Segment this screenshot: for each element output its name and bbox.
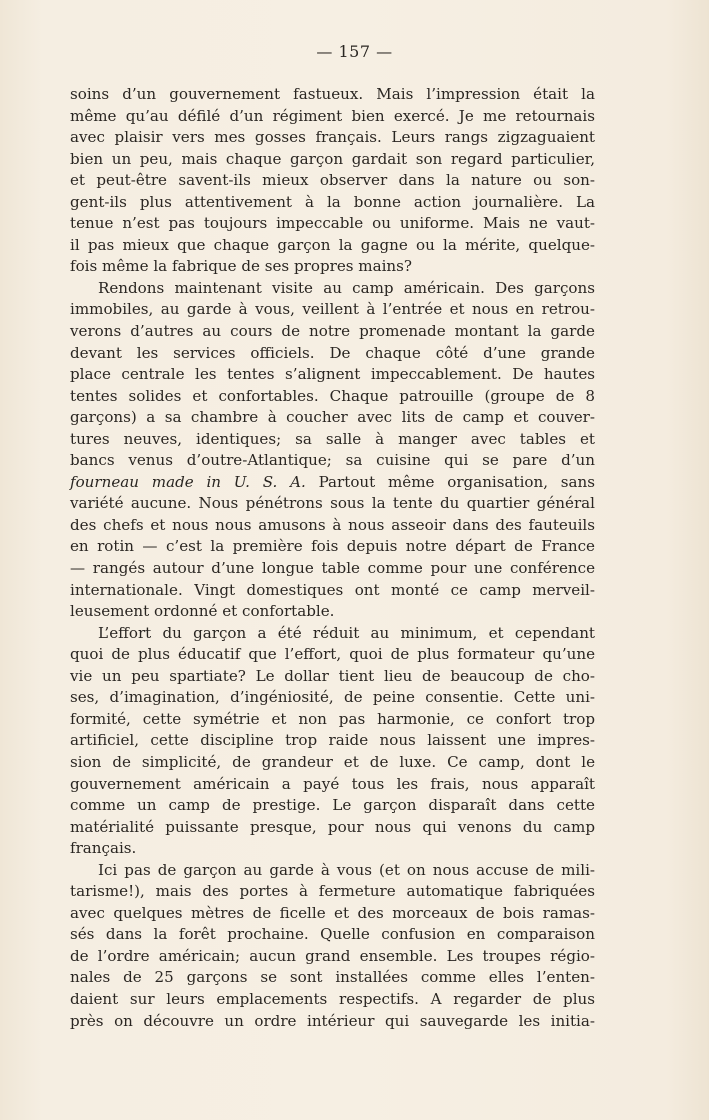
line-text: comme un camp de prestige. Le garçon disparaît dans cette [70,796,595,815]
line-text: avec quelques mètres de ficelle et des morceaux de bois ramas- [70,903,595,922]
text-line [70,881,595,903]
text-line [70,709,595,731]
line-text: des chefs et nous nous amusons à nous asseoir dans des fauteuils [70,515,595,534]
line-text: Rendons maintenant visite au camp américain. Des garçons [98,278,595,297]
text-line [70,429,595,451]
line-text: immobiles, au garde à vous, veillent à l’entrée et nous en retrou- [70,300,595,319]
line-text: bien un peu, mais chaque garçon gardait son regard particulier, [70,149,595,168]
line-text: verons d’autres au cours de notre promenade montant la garde [70,322,595,341]
body-text [70,84,595,1032]
text-line [70,558,595,580]
line-text: gent-ils plus attentivement à la bonne action journalière. La [70,192,595,211]
line-text: sion de simplicité, de grandeur et de luxe. Ce camp, dont le [70,752,595,771]
text-line [70,299,595,321]
line-text: matérialité puissante presque, pour nous qui venons du camp [70,817,595,836]
line-text: tenue n’est pas toujours impeccable ou uniforme. Mais ne vaut- [70,214,595,233]
text-line [70,838,595,860]
line-text: soins d’un gouvernement fastueux. Mais l’impression était la [70,85,595,103]
text-line [70,860,595,882]
text-line [70,536,595,558]
text-line [70,106,595,128]
line-text: leusement ordonné et confortable. [70,602,335,621]
text-line [70,601,595,623]
text-line [70,752,595,774]
text-line [70,924,595,946]
page-number: — 157 — [316,42,393,61]
line-text: il pas mieux que chaque garçon la gagne ou la mérite, quelque- [70,235,595,254]
text-line [70,170,595,192]
text-line [70,321,595,343]
line-text: et peut-être savent-ils mieux observer dans la nature ou son- [70,171,595,190]
line-text: internationale. Vingt domestiques ont monté ce camp merveil- [70,580,595,599]
text-line [70,450,595,472]
line-text: formité, cette symétrie et non pas harmonie, ce confort trop [70,709,595,728]
text-line [70,472,595,494]
line-text: près on découvre un ordre intérieur qui sauvegarde les initia- [70,1011,595,1030]
line-text: de l’ordre américain; aucun grand ensemble. Les troupes régio- [70,946,595,965]
line-text: quoi de plus éducatif que l’effort, quoi de plus formateur qu’une [70,645,595,664]
italic-phrase: fourneau made in U. S. A. [70,472,306,491]
text-line [70,84,595,106]
line-text: ses, d’imagination, d’ingéniosité, de peine consentie. Cette uni- [70,688,595,707]
line-text: sés dans la forêt prochaine. Quelle confusion en comparaison [70,925,595,944]
line-text: artificiel, cette discipline trop raide nous laissent une impres- [70,731,595,750]
text-line [70,343,595,365]
line-text: tarisme!), mais des portes à fermeture automatique fabriquées [70,882,595,901]
text-line [70,687,595,709]
text-line [70,1011,595,1033]
line-text: Partout même organisation, sans [305,472,595,491]
line-text: Ici pas de garçon au garde à vous (et on nous accuse de mili- [98,860,595,879]
line-text: — rangés autour d’une longue table comme pour une conférence [70,559,595,578]
line-text: avec plaisir vers mes gosses français. Leurs rangs zigzaguaient [70,128,595,147]
text-line [70,967,595,989]
line-text: variété aucune. Nous pénétrons sous la tente du quartier général [70,494,595,513]
text-line [70,364,595,386]
text-line [70,149,595,171]
line-text: L’effort du garçon a été réduit au minimum, et cependant [98,623,595,642]
text-line [70,644,595,666]
text-line [70,278,595,300]
text-line [70,127,595,149]
text-line [70,730,595,752]
line-text: place centrale les tentes s’alignent impeccablement. De hautes [70,365,595,384]
text-line [70,795,595,817]
text-line [70,192,595,214]
text-line [70,515,595,537]
text-line [70,623,595,645]
text-line [70,666,595,688]
text-line [70,817,595,839]
line-text: nales de 25 garçons se sont installées comme elles l’enten- [70,968,595,987]
line-text: devant les services officiels. De chaque côté d’une grande [70,343,595,362]
line-text: gouvernement américain a payé tous les frais, nous apparaît [70,774,595,793]
text-line [70,774,595,796]
text-line [70,493,595,515]
line-text: vie un peu spartiate? Le dollar tient lieu de beaucoup de cho- [70,666,595,685]
line-text: garçons) a sa chambre à coucher avec lits de camp et couver- [70,408,595,427]
text-line [70,407,595,429]
text-line [70,903,595,925]
line-text: bancs venus d’outre-Atlantique; sa cuisine qui se pare d’un [70,451,595,470]
line-text: daient sur leurs emplacements respectifs. A regarder de plus [70,989,595,1008]
text-line [70,946,595,968]
text-line [70,580,595,602]
text-line [70,256,595,278]
line-text: en rotin — c’est la première fois depuis notre départ de France [70,537,595,556]
line-text: même qu’au défilé d’un régiment bien exercé. Je me retournais [70,106,595,125]
text-line [70,235,595,257]
text-line [70,989,595,1011]
text-line [70,386,595,408]
line-text: tures neuves, identiques; sa salle à manger avec tables et [70,429,595,448]
text-line [70,213,595,235]
line-text: français. [70,839,137,858]
line-text: fois même la fabrique de ses propres mains? [70,257,412,276]
line-text: tentes solides et confortables. Chaque patrouille (groupe de 8 [70,386,595,405]
